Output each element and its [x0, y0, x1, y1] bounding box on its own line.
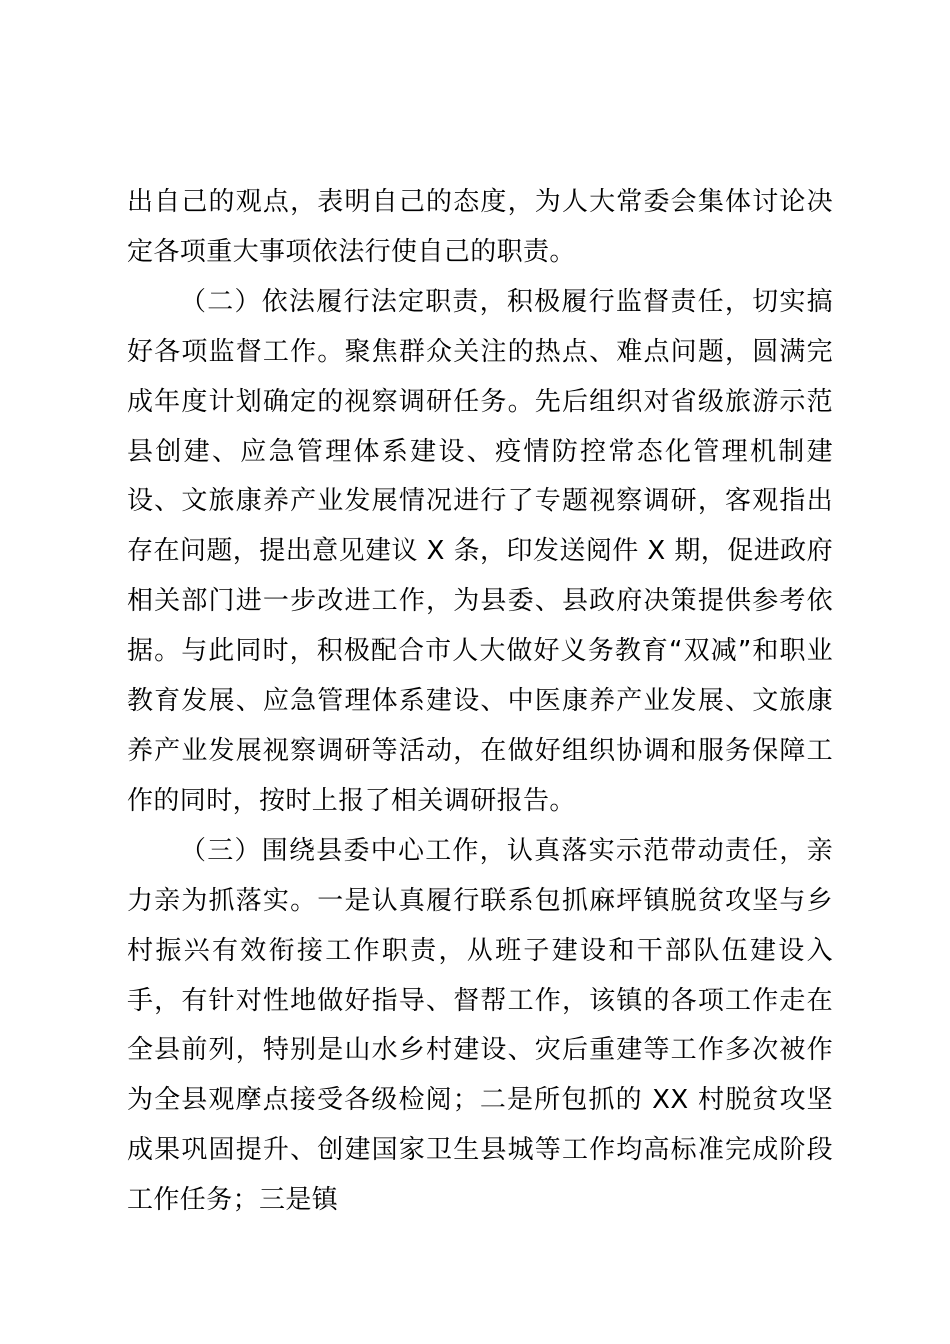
paragraph-section-two: （二）依法履行法定职责，积极履行监督责任，切实搞好各项监督工作。聚焦群众关注的热点、难点问题，圆满完成年度计划确定的视察调研任务。先后组织对省级旅游示范县创建、应急管理体系建设、疫情防控常态化管理机制建设、文旅康养产业发展情况进行了专题视察调研，客观指出存在问题，提出意见建议 X 条，印发送阅件 X 期，促进政府相关部门进一步改进工作，为县委、县政府决策提供参考依据。与此同时，积极配合市人大做好义务教育“双减”和职业教育发展、应急管理体系建设、中医康养产业发展、文旅康养产业发展视察调研等活动，在做好组织协调和服务保障工作的同时，按时上报了相关调研报告。	[127, 286, 833, 816]
paragraph-section-three: （三）围绕县委中心工作，认真落实示范带动责任，亲力亲为抓落实。一是认真履行联系包抓麻坪镇脱贫攻坚与乡村振兴有效衔接工作职责，从班子建设和干部队伍建设入手，有针对性地做好指导、督帮工作，该镇的各项工作走在全县前列，特别是山水乡村建设、灾后重建等工作多次被作为全县观摩点接受各级检阅；二是所包抓的 XX 村脱贫攻坚成果巩固提升、创建国家卫生县城等工作均高标准完成阶段工作任务；三是镇	[127, 835, 833, 1216]
document-body	[127, 178, 833, 1226]
paragraph-continuation: 出自己的观点，表明自己的态度，为人大常委会集体讨论决定各项重大事项依法行使自己的职责。	[127, 187, 833, 267]
